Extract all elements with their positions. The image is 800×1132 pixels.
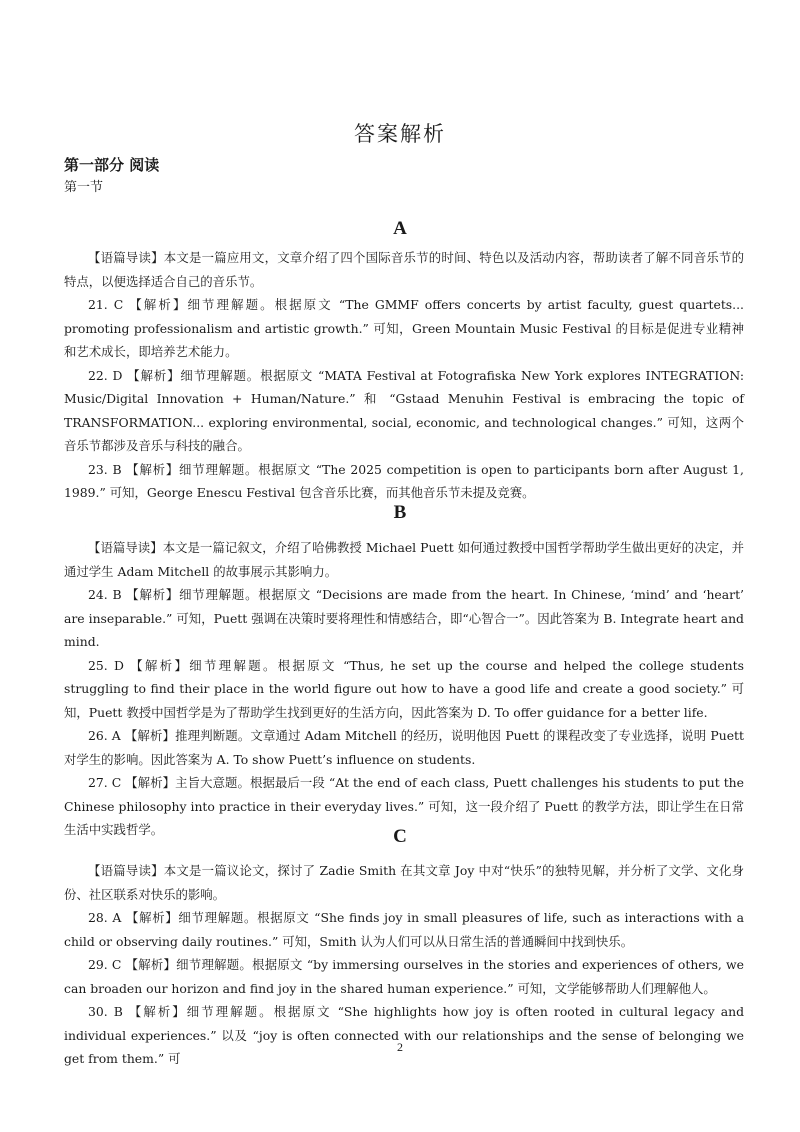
answer-25: 25. D 【解析】细节理解题。根据原文 “Thus, he set up the course and helped the college students struggling to find their place in the world figure out how to have a good life and create a good society.” 可知，Puett 教授中国哲学是为了帮助学生找到更好的生活方向，因此答案为 D. To offer guidance for a better life. (64, 657, 744, 720)
page-title: 答案解析 (354, 122, 446, 146)
answer-21: 21. C 【解析】细节理解题。根据原文 “The GMMF offers concerts by artist faculty, guest quartets... promoting professionalism and artistic growth.” 可知，Green Mountain Music Festival 的目标是促进专业精神和艺术成长，即培养艺术能力。 (64, 297, 744, 359)
answer-28: 28. A 【解析】细节理解题。根据原文 “She finds joy in small pleasures of life, such as interactions with a child or observing daily routines.” 可知，Smith 认为人们可以从日常生活的普通瞬间中找到快乐。 (64, 910, 744, 949)
page-number: 2 (397, 1040, 403, 1054)
section-a-intro: 【语篇导读】本文是一篇应用文，文章介绍了四个国际音乐节的时间、特色以及活动内容，帮助读者了解不同音乐节的特点，以便选择适合自己的音乐节。 (64, 250, 744, 289)
section-a-heading: A (393, 218, 407, 239)
section-c-body (64, 859, 744, 1071)
subpart-heading: 第一节 (64, 180, 104, 195)
answer-23: 23. B 【解析】细节理解题。根据原文 “The 2025 competition is open to participants born after August 1, 1989.” 可知，George Enescu Festival 包含音乐比赛，而其他音乐节未提及竞赛。 (64, 461, 744, 500)
section-b-body (64, 536, 744, 842)
section-b-heading: B (393, 502, 407, 523)
answer-24: 24. B 【解析】细节理解题。根据原文 “Decisions are made from the heart. In Chinese, ‘mind’ and ‘heart’ are inseparable.” 可知，Puett 强调在决策时要将理性和情感结合，即“心智合一”。因此答案为 B. Integrate heart and mind. (64, 587, 744, 649)
section-c-heading: C (393, 826, 407, 847)
answer-26: 26. A 【解析】推理判断题。文章通过 Adam Mitchell 的经历，说明他因 Puett 的课程改变了专业选择，说明 Puett 对学生的影响。因此答案为 A. To show Puett’s influence on students. (64, 728, 744, 767)
answer-22: 22. D 【解析】细节理解题。根据原文 “MATA Festival at Fotografiska New York explores INTEGRATION: Music/Digital Innovation + Human/Nature.” 和 “Gstaad Menuhin Festival is embracing the topic of TRANSFORMATION... exploring environmental, social, economic, and technological changes.” 可知，这两个音乐节都涉及音乐与科技的融合。 (64, 367, 744, 453)
section-c-intro: 【语篇导读】本文是一篇议论文，探讨了 Zadie Smith 在其文章 Joy 中对“快乐”的独特见解，并分析了文学、文化身份、社区联系对快乐的影响。 (64, 863, 744, 902)
answer-30: 30. B 【解析】细节理解题。根据原文 “She highlights how joy is often rooted in cultural legacy and individual experiences.” 以及 “joy is often connected with our relationships and the sense of belonging we get from them.” 可 (64, 1004, 744, 1066)
part-heading: 第一部分 阅读 (64, 156, 160, 174)
answer-27: 27. C 【解析】主旨大意题。根据最后一段 “At the end of each class, Puett challenges his students to put the Chinese philosophy into practice in their everyday lives.” 可知，这一段介绍了 Puett 的教学方法，即让学生在日常生活中实践哲学。 (64, 775, 744, 837)
section-a-body (64, 246, 744, 505)
section-b-intro: 【语篇导读】本文是一篇记叙文，介绍了哈佛教授 Michael Puett 如何通过教授中国哲学帮助学生做出更好的决定，并通过学生 Adam Mitchell 的故事展示其影响力。 (64, 540, 744, 579)
answer-29: 29. C 【解析】细节理解题。根据原文 “by immersing ourselves in the stories and experiences of others, we can broaden our horizon and find joy in the shared human experience.” 可知，文学能够帮助人们理解他人。 (64, 957, 744, 996)
